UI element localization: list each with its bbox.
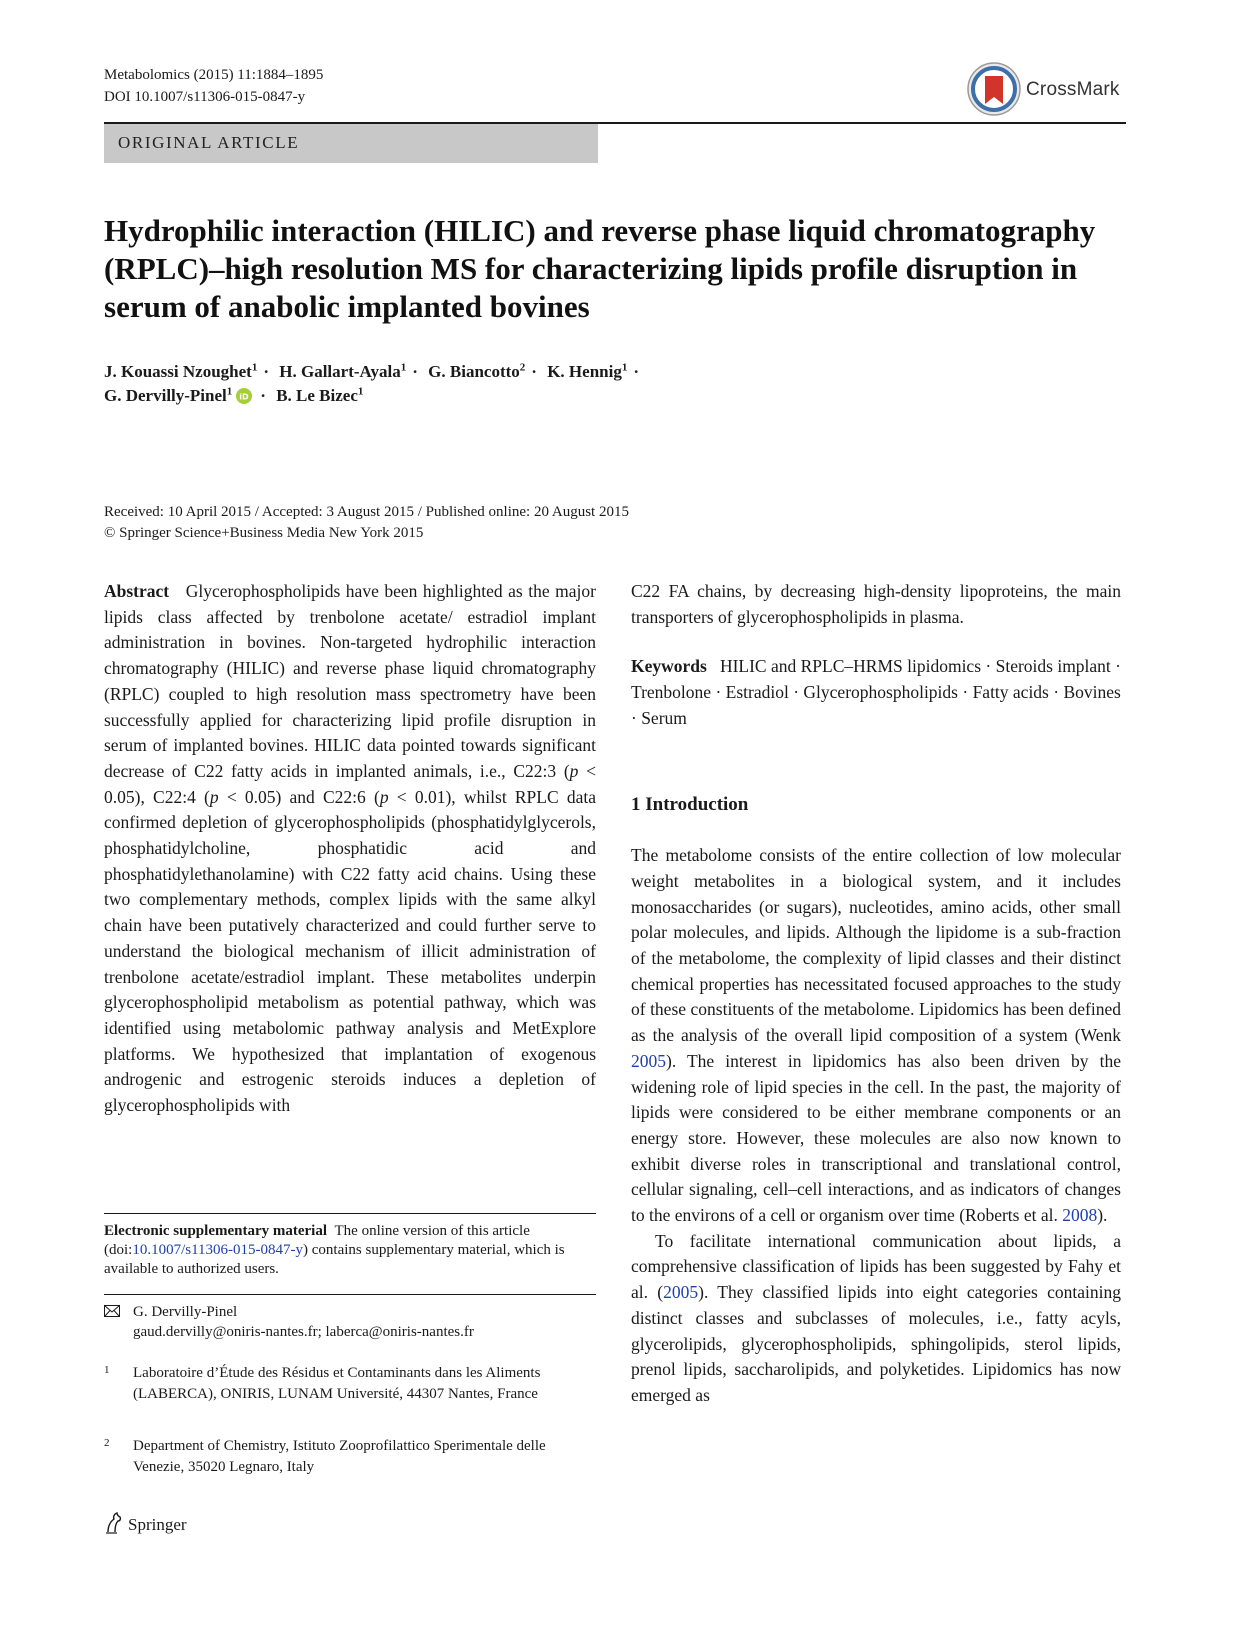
crossmark-icon (966, 60, 1022, 118)
springer-horse-icon (104, 1512, 124, 1534)
svg-text:iD: iD (239, 392, 249, 402)
keyword: HILIC and RPLC–HRMS lipidomics (719, 656, 982, 677)
author[interactable]: J. Kouassi Nzoughet$^1$ (104, 361, 258, 381)
article-type-banner (104, 124, 598, 163)
publication-dates (104, 502, 629, 544)
crossmark-label: CrossMark (1026, 79, 1120, 100)
keyword: Trenbolone (631, 682, 712, 703)
keywords-label: Keywords (631, 656, 707, 677)
journal-info (104, 64, 323, 108)
section-heading: 1 Introduction (631, 793, 749, 815)
envelope-icon (104, 1305, 120, 1317)
publisher-name: Springer (128, 1515, 187, 1534)
copyright-line: © Springer Science+Business Media New York 2015 (104, 525, 424, 541)
keyword: Bovines (1063, 682, 1121, 703)
author[interactable]: G. Biancotto$^2$ (428, 361, 526, 381)
abstract-text-2: whilst RPLC data confirmed depletion of glycerophospholipids (phosphatidylglycerols, phosphatidylcholine, phosphatidic acid and phosphatidylethanolamine) with C22 fatty acid chains. Using these two complementary methods, complex lipids with the same alkyl chain have been putatively characterized and could further serve to understand the biological mechanism of illicit administration of trenbolone acetate/estradiol implant. These metabolites underpin glycerophospholipid metabolism as potential pathway, which was identified using metabolomic pathway analysis and MetExplore platforms. We hypothesized that implantation of exogenous androgenic and estrogenic steroids induces a depletion of glycerophospholipids with (104, 786, 596, 1116)
article-type-label: ORIGINAL ARTICLE (118, 133, 300, 152)
page-footer (104, 1512, 187, 1535)
citation-link[interactable]: 2005 (663, 1282, 699, 1303)
crossmark-badge[interactable] (966, 60, 1126, 118)
journal-doi: DOI 10.1007/s11306-015-0847-y (104, 89, 306, 105)
abstract: Abstract Glycerophospholipids have been highlighted as the major lipids class affected by trenbolone acetate/ estradiol implant administration in bovines. Non-targeted hydrophilic interaction chromatography (HILIC) and reverse phase liquid chromatography (RPLC) coupled to high resolution mass spectrometry have been successfully applied for characterizing lipid profile disruption in serum of implanted bovines. HILIC data pointed towards significant decrease of C22 fatty acids in implanted animals, i.e., C22:3 (p < 0.05), C22:4 (p < 0.05) and C22:6 (p < 0.01), whilst RPLC data confirmed depletion of glycerophospholipids (phosphatidylglycerols, phosphatidylcholine, phosphatidic acid and phosphatidylethanolamine) with C22 fatty acid chains. Using these two complementary methods, complex lipids with the same alkyl chain have been putatively characterized and could further serve to understand the biological mechanism of illicit administration of trenbolone acetate/estradiol implant. These metabolites underpin glycerophospholipid metabolism as potential pathway, which was identified using metabolomic pathway analysis and MetExplore platforms. We hypothesized that implantation of exogenous androgenic and estrogenic steroids induces a depletion of glycerophospholipids with (104, 581, 596, 1116)
supplementary-note: Electronic supplementary material The online version of this article (doi:10.1007/s11306-015-0847-y) contains supplementary material, which is available to authorized users. (104, 1223, 565, 1277)
keyword: Fatty acids (972, 682, 1049, 703)
keyword: Estradiol (725, 682, 789, 703)
orcid-icon[interactable] (236, 388, 252, 404)
abstract-text-1: Glycerophospholipids have been highlighted as the major lipids class affected by trenbolone acetate/ estradiol implant administration in bovines. Non-targeted hydrophilic interaction chromatography (HILIC) and reverse phase liquid chromatography (RPLC) coupled to high resolution mass spectrometry have been successfully applied for characterizing lipid profile disruption in serum of implanted bovines. HILIC data pointed towards significant decrease of C22 fatty acids in implanted animals, i.e., C22:3 ( (104, 581, 596, 781)
abstract-continued: C22 FA chains, by decreasing high-density lipoproteins, the main transporters of glycerophospholipids in plasma. (631, 581, 1121, 627)
author[interactable]: H. Gallart-Ayala$^1$ (279, 361, 407, 381)
right-column (631, 579, 1121, 1409)
footnote-rule (104, 1213, 596, 1214)
keywords: Keywords HILIC and RPLC–HRMS lipidomics · Steroids implant · Trenbolone · Estradiol · Glycerophospholipids · Fatty acids · Bovines · Serum (631, 656, 1121, 728)
doi-link[interactable]: 10.1007/s11306-015-0847-y (132, 1242, 304, 1258)
intro-paragraph-2: To facilitate international communication about lipids, a comprehensive classification of lipids has been suggested by Fahy et al. (2005). They classified lipids into eight categories containing distinct classes and subclasses of molecules, i.e., fatty acyls, glycerolipids, glycerophospholipids, sphingolipids, sterol lipids, prenol lipids, saccharolipids, and polyketides. Lipidomics has now emerged as (631, 1230, 1121, 1405)
abstract-label: Abstract (104, 581, 170, 601)
keyword: Steroids implant (995, 656, 1111, 677)
author[interactable]: K. Hennig$^1$ (547, 361, 628, 381)
author-list: J. Kouassi Nzoughet$^1$ · H. Gallart-Ayala$^1$ · G. Biancotto$^2$ · K. Hennig$^1$ · G. Dervilly-Pinel$^1$ iD · B. Le Bizec$^1$ (104, 361, 639, 405)
author[interactable]: B. Le Bizec$^1$ (276, 385, 364, 405)
citation-link[interactable]: 2005 (631, 1050, 666, 1071)
article-title: Hydrophilic interaction (HILIC) and reverse phase liquid chromatography (RPLC)–high resolution MS for characterizing lipids profile disruption in serum of anabolic implanted bovines (104, 213, 1096, 324)
keyword: Glycerophospholipids (803, 682, 958, 703)
correspondence-name: G. Dervilly-Pinel (133, 1304, 238, 1320)
footnote-rule-2 (104, 1294, 596, 1295)
journal-citation: Metabolomics (2015) 11:1884–1895 (104, 67, 324, 83)
citation-link[interactable]: 2008 (1062, 1205, 1098, 1226)
author[interactable]: G. Dervilly-Pinel$^1$ (104, 385, 233, 405)
keyword: Serum (641, 707, 687, 728)
correspondence-email[interactable]: gaud.dervilly@oniris-nantes.fr; laberca@oniris-nantes.fr (133, 1324, 474, 1340)
dates-line: Received: 10 April 2015 / Accepted: 3 August 2015 / Published online: 20 August 2015 (104, 504, 629, 520)
intro-paragraph-1: The metabolome consists of the entire collection of low molecular weight metabolites in a biological system, and it includes monosaccharides (or sugars), nucleotides, amino acids, other small polar molecules, and lipids. Although the lipidome is a sub-fraction of the metabolome, the complexity of lipid classes and their distinct chemical properties has necessitated focused approaches to the study of these constituents of the metabolome. Lipidomics has been defined as the analysis of the overall lipid composition of a system (Wenk 2005). The interest in lipidomics has also been driven by the widening role of lipid species in the cell. In the past, the majority of lipids were considered to be either membrane components or an energy store. However, these molecules are also now known to exhibit diverse roles in transcriptional and translational control, cellular signaling, cell–cell interactions, and as indicators of changes to the environs of a cell or organism over time (Roberts et al. 2008). (631, 845, 1121, 1226)
